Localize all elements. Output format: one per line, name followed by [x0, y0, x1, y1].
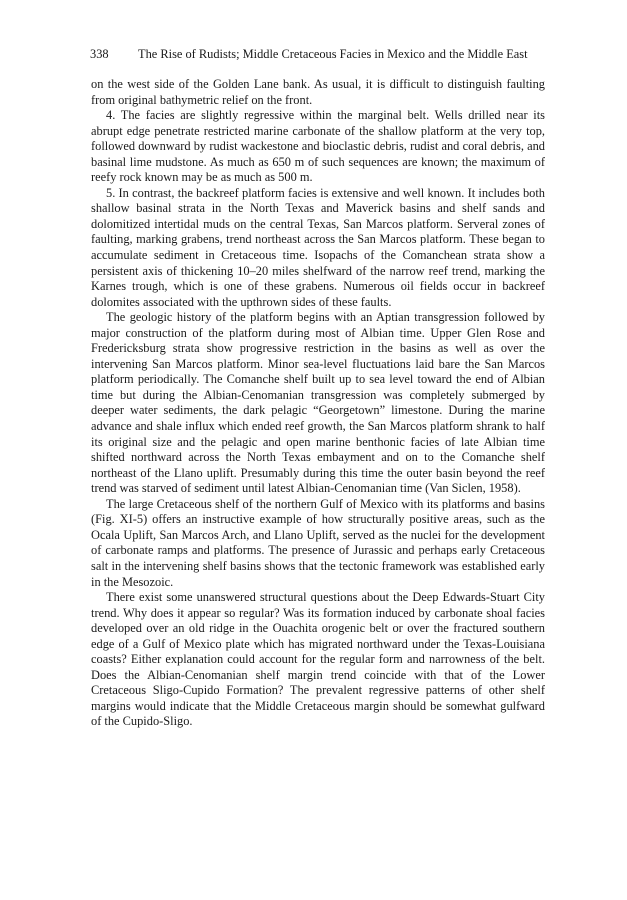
paragraph-item-5: 5. In contrast, the backreef platform facies is extensive and well known. It includes both shallow basinal strata in the North Texas and Maverick basins and shelf sands and dolomitized intertidal muds on the central Texas, San Marcos platform. Serveral zones of faulting, marking grabens, trend northeast across the San Marcos platform. These began to accumulate sediment in Cretaceous time. Isopachs of the Comanchean strata show a persistent axis of thickening 10–20 miles shelfward of the narrow reef trend, marking the Karnes trough, which is one of these grabens. Numerous oil fields occur in backreef dolomites associated with the upthrown sides of these faults. [91, 185, 545, 309]
paragraph-geologic-history: The geologic history of the platform begins with an Aptian transgression followed by major construction of the platform during most of Albian time. Upper Glen Rose and Fredericksburg strata show progressive restriction in the basins as well as over the intervening San Marcos platform. Minor sea-level fluctuations laid bare the San Marcos platform periodically. The Comanche shelf built up to sea level toward the end of Albian time but during the Albian-Cenomanian transgression was completely submerged by deeper water sediments, the dark pelagic “Georgetown” limestone. During the marine advance and shale influx which ended reef growth, the San Marcos platform shrank to half its original size and the pelagic and open marine benthonic facies of late Albian time shifted northward across the North Texas embayment and on to the Comanche shelf northeast of the Llano uplift. Presumably during this time the outer basin beyond the reef trend was starved of sediment until latest Albian-Cenomanian time (Van Siclen, 1958). [91, 310, 545, 496]
paragraph-gulf-shelf: The large Cretaceous shelf of the northern Gulf of Mexico with its platforms and basins (Fig. XI-5) offers an instructive example of how structurally positive areas, such as the Ocala Uplift, San Marcos Arch, and Llano Uplift, served as the nuclei for the development of carbonate ramps and platforms. The presence of Jurassic and perhaps early Cretaceous salt in the intervening shelf basins shows that the tectonic framework was established early in the Mesozoic. [91, 496, 545, 589]
body-text [91, 77, 545, 730]
running-header [90, 45, 560, 63]
paragraph-structural-questions: There exist some unanswered structural questions about the Deep Edwards-Stuart City trend. Why does it appear so regular? Was its formation induced by carbonate shoal facies developed over an old ridge in the Ouachita orogenic belt or over the fractured southern edge of a Gulf of Mexico plate which has migrated northward under the Texas-Louisiana coasts? Either explanation could account for the regular form and narrowness of the belt. Does the Albian-Cenomanian shelf margin trend coincide with that of the Lower Cretaceous Sligo-Cupido Formation? The prevalent regressive patterns of other shelf margins would indicate that the Middle Cretaceous margin should be somewhat gulfward of the Cupido-Sligo. [91, 590, 545, 729]
page-number: 338 [90, 47, 109, 61]
paragraph-continuation: on the west side of the Golden Lane bank. As usual, it is difficult to distinguish faulting from original bathymetric relief on the front. [91, 77, 545, 107]
running-title: The Rise of Rudists; Middle Cretaceous Facies in Mexico and the Middle East [138, 47, 528, 61]
paragraph-item-4: 4. The facies are slightly regressive within the marginal belt. Wells drilled near its abrupt edge penetrate restricted marine carbonate of the shallow platform at the very top, followed downward by rudist wackestone and bioclastic debris, rudist and coral debris, and basinal lime mudstone. As much as 650 m of such sequences are known; the maximum of reefy rock known may be as much as 500 m. [91, 108, 545, 185]
